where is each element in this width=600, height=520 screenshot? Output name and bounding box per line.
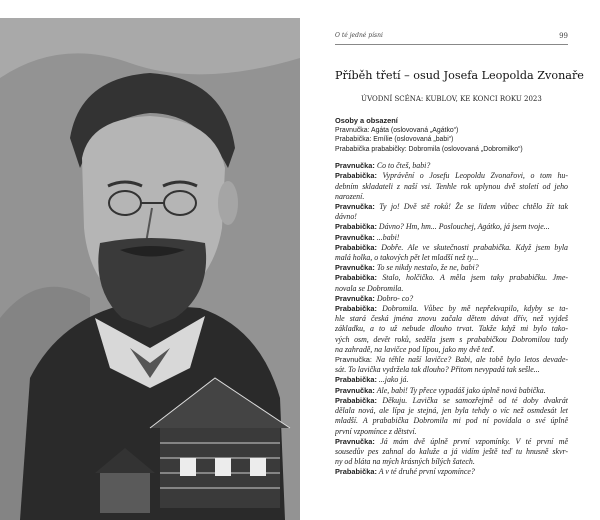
speaker-label: Pravnučka: (335, 355, 372, 365)
dialogue-text: malá holka, o takových pět let mladší než ty... (335, 253, 479, 263)
speaker-label: Prababička: (335, 242, 377, 252)
dialogue-text: novala se Dobromila. (335, 283, 404, 293)
dialogue-line (335, 335, 568, 345)
speaker-label: Prababička: (335, 304, 377, 314)
dialogue-text: Stalo, holčičko. A měla jsem taky prababičku. Jme- (376, 273, 568, 283)
dialogue-line (335, 182, 568, 192)
dialogue-text: na zahradě, na lavičce pod lípou, jako my dvě teď. (335, 344, 495, 354)
cast-member: Pravnučka: Agáta (oslovovaná „Agátko“) (335, 127, 459, 134)
dialogue-text: hle stará česká jména znovu začala dětem dávat dřív, než vyjdeš (335, 314, 568, 324)
dialogue-text: Dobromila. Vůbec by mě nepřekvapilo, kdyby se ta- (376, 304, 568, 314)
dialogue-line (335, 345, 568, 355)
dialogue-turn (335, 294, 568, 304)
dialogue-line (335, 437, 568, 447)
dialogue-line (335, 355, 568, 365)
dialogue-text: sát. To lavička vydržela tak dlouho? Přitom nevypadá tak sešle... (335, 365, 540, 375)
dialogue-text: dávno! (335, 212, 357, 222)
dialogue-line (335, 263, 568, 273)
speaker-label: Prababička: (335, 222, 377, 232)
dialogue-text: ...jako já. (376, 375, 409, 385)
dialogue-turn (335, 263, 568, 273)
dialogue-text: A v té druhé první vzpomínce? (376, 467, 475, 477)
dialogue-text: vých osm, devět roků, seděla jsem s prababičkou Dobromilou tady (335, 334, 568, 344)
dialogue-text: ny od bláta na mých krásných bílých šatech. (335, 457, 475, 467)
dialogue-text: Dávno? Hm, hm... Poslouchej, Agátko, já jsem tvoje... (376, 222, 550, 232)
speaker-label: Pravnučka: (335, 232, 375, 242)
speaker-label: Pravnučka: (335, 385, 375, 395)
dialogue-line (335, 447, 568, 457)
dialogue-turn (335, 161, 568, 171)
dialogue-text: Dobře. Ale ve skutečnosti prababička. Když jsem byla (376, 242, 568, 252)
dialogue-text: základku, a to už nebude dlouho trvat. Takže když mi bylo tako- (335, 324, 568, 334)
dialogue-turn (335, 386, 568, 396)
dialogue-turn (335, 304, 568, 355)
dialogue-turn (335, 202, 568, 222)
dialogue-line (335, 233, 568, 243)
scene-subtitle: ÚVODNÍ SCÉNA: KUBLOV, KE KONCI ROKU 2023 (361, 95, 542, 103)
dialogue-turn (335, 437, 568, 468)
dialogue-text: narození. (335, 191, 365, 201)
dialogue-line (335, 416, 568, 426)
dialogue-turn (335, 243, 568, 263)
dialogue-line (335, 314, 568, 324)
dialogue-text: Ty jo! Dvě stě roků! Že se lidem vůbec chtělo žít tak (374, 202, 568, 212)
portrait-illustration (0, 18, 300, 520)
dialogue-line (335, 457, 568, 467)
dialogue-text: debním skladateli z naší vsi. Tenhle rok uplynou dvě století od jeho (335, 181, 568, 191)
speaker-label: Prababička: (335, 395, 377, 405)
dialogue-text: Co to čteš, babi? (374, 161, 431, 171)
page-number: 99 (559, 32, 568, 40)
dialogue-text: první vzpomínce z dětství. (335, 426, 417, 436)
dialogue-turn (335, 355, 568, 375)
dialogue-text: Já mám dvě úplně první vzpomínky. V té první mě (374, 436, 568, 446)
dialogue-line (335, 161, 568, 171)
dialogue-line (335, 467, 568, 477)
dialogue-line (335, 427, 568, 437)
dialogue-line (335, 396, 568, 406)
chapter-title: Příběh třetí – osud Josefa Leopolda Zvonaře (335, 69, 584, 82)
dialogue-turn (335, 396, 568, 437)
dialogue-text: sousedův pes zahnal do kaluže a já vidím ještě teď tu hnusně skvr- (335, 446, 568, 456)
dialogue-line (335, 212, 568, 222)
dialogue-line (335, 365, 568, 375)
dialogue-line (335, 273, 568, 283)
dialogue-text: dělala nová, ale lípa je stejná, jen byla tehdy o víc než osmdesát let (335, 406, 568, 416)
dialogue-text: ...babi! (374, 232, 400, 242)
speaker-label: Prababička: (335, 467, 377, 477)
dialogue-text: Děkuju. Lavička se samozřejmě od té doby dvakrát (376, 395, 568, 405)
speaker-label: Pravnučka: (335, 161, 375, 171)
dialogue-text: Dobro- co? (374, 293, 414, 303)
dialogue-line (335, 324, 568, 334)
dialogue (335, 161, 568, 477)
dialogue-line (335, 284, 568, 294)
dialogue-turn (335, 375, 568, 385)
dialogue-text: To se nikdy nestalo, že ne, babi? (374, 263, 479, 273)
cast-member: Prababička: Emílie (oslovovaná „babi“) (335, 136, 454, 144)
dialogue-turn (335, 467, 568, 477)
running-head (335, 32, 568, 42)
speaker-label: Pravnučka: (335, 263, 375, 273)
dialogue-turn (335, 273, 568, 293)
dialogue-line (335, 253, 568, 263)
dialogue-line (335, 171, 568, 181)
speaker-label: Pravnučka: (335, 436, 375, 446)
dialogue-text: Vyprávění o Josefu Leopoldu Zvonařovi, o tom hu- (376, 171, 568, 181)
running-head-chapter: O té jedné písni (335, 32, 383, 39)
dialogue-line (335, 202, 568, 212)
dialogue-text: mladší. A prababička Dobromila mi pod ní povídala o své úplně (335, 416, 568, 426)
dialogue-line (335, 243, 568, 253)
cast-member: Prababička prababičky: Dobromila (oslovovaná „Dobromilko“) (335, 145, 523, 153)
speaker-label: Pravnučka: (335, 293, 375, 303)
speaker-label: Prababička: (335, 171, 377, 181)
speaker-label: Pravnučka: (335, 202, 375, 212)
cast-heading: Osoby a obsazení (335, 116, 398, 125)
dialogue-text: Na téhle naší lavičce? Babi, ale tobě bylo letos devade- (371, 355, 568, 365)
dialogue-line (335, 222, 568, 232)
dialogue-line (335, 192, 568, 202)
dialogue-line (335, 294, 568, 304)
dialogue-turn (335, 233, 568, 243)
dialogue-line (335, 406, 568, 416)
dialogue-line (335, 386, 568, 396)
dialogue-line (335, 304, 568, 314)
book-page (335, 32, 584, 478)
dialogue-text: Ale, babi! Ty přece vypadáš jako úplně nová babička. (374, 385, 546, 395)
header-rule (335, 44, 568, 45)
cast-list (335, 126, 568, 154)
speaker-label: Prababička: (335, 375, 377, 385)
dialogue-turn (335, 222, 568, 232)
dialogue-line (335, 375, 568, 385)
speaker-label: Prababička: (335, 273, 377, 283)
dialogue-turn (335, 171, 568, 202)
